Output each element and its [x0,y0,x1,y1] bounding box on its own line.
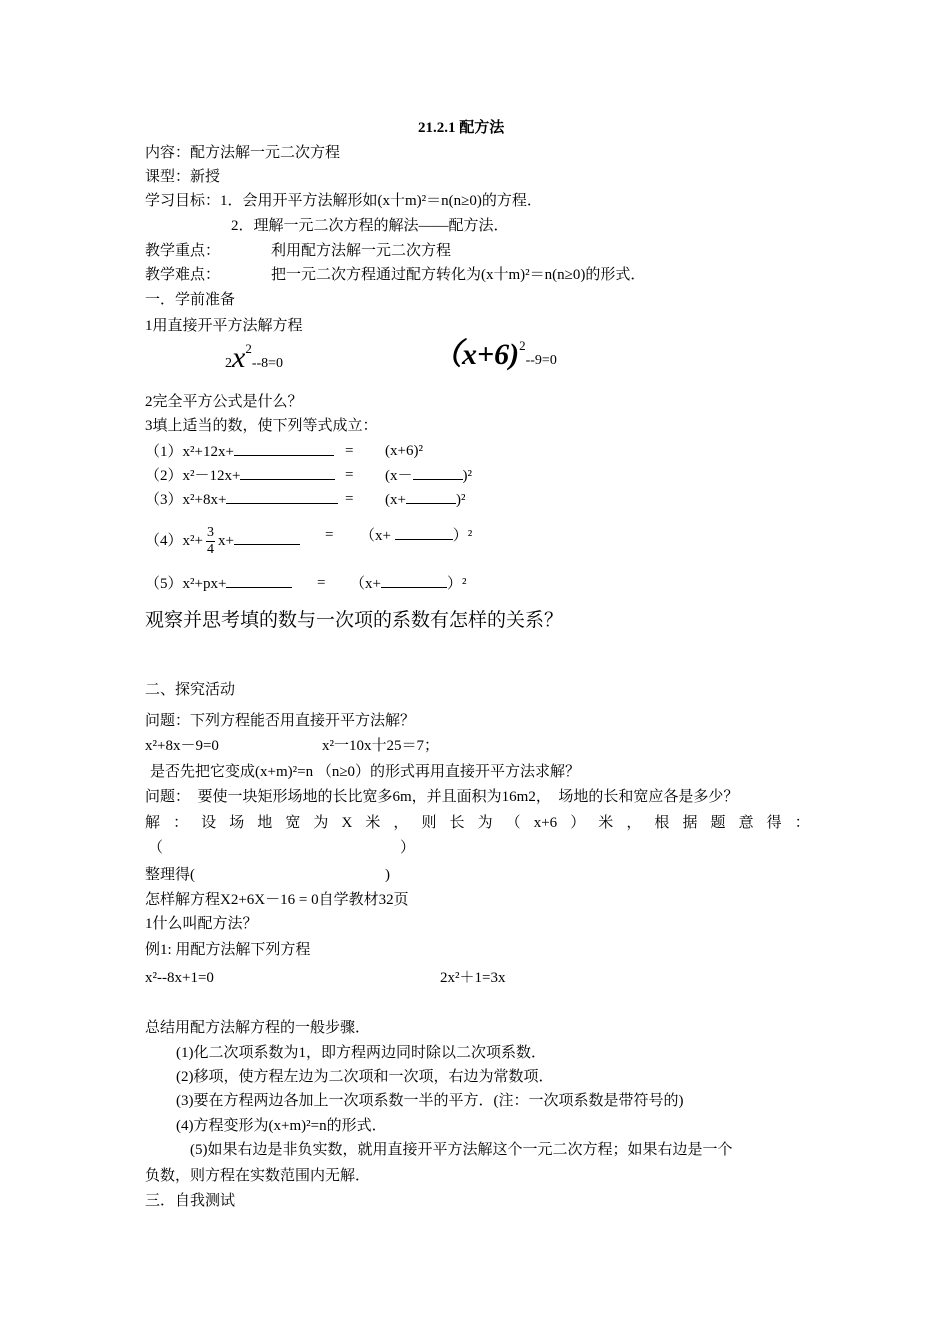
solution-word: 设 [201,815,217,831]
item-right-b: ）² [446,576,467,592]
doc-title: 21.2.1 配方法 [418,120,505,136]
solution-word: 意 [738,815,754,831]
solution-word: 则 [421,815,437,831]
item-number: （4） [145,532,183,549]
solution-word: 根 [654,815,670,831]
answer-blank[interactable] [226,489,338,504]
solution-word: 米 [365,815,381,831]
solution-word: 据 [682,815,698,831]
question-1: 1用直接开平方法解方程 [145,318,303,334]
example-1: 例1: 用配方法解下列方程 [145,942,311,958]
lesson-type: 课型：新授 [145,169,221,185]
fill-item-4 [145,525,473,558]
equation-1 [225,341,284,374]
item-right-a: （x+ [360,528,391,544]
item-right-b: )² [462,468,472,484]
goal-1: 学习目标：1．会用开平方法解形如(x十m)²＝n(n≥0)的方程． [145,193,542,209]
answer-blank[interactable] [240,465,335,480]
item-left: x²－12x+ [182,468,241,484]
fraction-denominator: 4 [206,542,214,557]
item-left: x²+px+ [182,576,227,592]
fraction-numerator: 3 [206,525,214,540]
item-left-b: x+ [217,532,234,549]
item-right-a: (x+ [385,492,406,508]
paren-close: ) [385,867,390,883]
section-3-heading: 三．自我测试 [145,1193,236,1209]
fill-item-1 [145,441,423,462]
answer-blank[interactable] [413,465,463,480]
solution-word: 宽 [285,815,301,831]
item-number: （2） [145,468,183,484]
summary-heading: 总结用配方法解方程的一般步骤． [145,1020,371,1036]
eq2-main: （x+6) [432,338,520,371]
solution-word: 得 [766,815,782,831]
item-right-a: （x+ [350,576,381,592]
solution-word: ） [570,815,586,831]
eq1-exp: 2 [245,341,252,356]
answer-blank[interactable] [234,530,300,545]
solution-word: 为 [477,815,493,831]
solution-word: 地 [257,815,273,831]
fill-item-3 [145,489,466,510]
eq2-rest: --9=0 [525,353,557,368]
solution-word: （ [505,815,521,831]
step-1: (1)化二次项系数为1，即方程两边同时除以二次项系数． [176,1045,546,1061]
solution-word: 米 [598,815,614,831]
eq1-coef: 2 [225,356,232,371]
step-5: (5)如果右边是非负实数，就用直接开平方法解这个一元二次方程；如果右边是一个 [190,1142,733,1158]
key-point-label: 教学重点： [145,243,221,259]
item-number: （5） [145,576,183,592]
example-eq-b: 2x²＋1=3x [440,970,506,986]
solution-word: X [341,815,353,831]
solution-word: ， [393,815,409,831]
goal-2: 2．理解一元二次方程的解法——配方法． [231,218,509,234]
simplify-line [145,865,390,885]
item-left: x²+12x+ [182,444,234,460]
example-eq-a: x²--8x+1=0 [145,970,214,986]
equation-2 [432,338,557,371]
how-to-solve: 怎样解方程X2+6X－16 = 0自学教材32页 [145,892,409,908]
item-left: x²+8x+ [182,492,227,508]
observe-question: 观察并思考填的数与一次项的系数有怎样的关系？ [145,610,564,631]
paren-close: ） [400,840,416,856]
step-5-continued: 负数，则方程在实数范围内无解． [145,1168,371,1184]
eq1-var: x [232,341,246,374]
section-1-heading: 一．学前准备 [145,292,236,308]
equals: = [345,491,354,507]
fraction [206,525,215,558]
solution-word: 为 [313,815,329,831]
solution-word: ： [794,815,810,831]
equals: = [345,443,354,459]
item-number: （3） [145,492,183,508]
solution-word: ， [626,815,642,831]
eq1-rest: --8=0 [251,356,284,371]
difficulty-label: 教学难点： [145,267,221,283]
question-3: 3填上适当的数，使下列等式成立： [145,418,378,434]
item-right-b: )² [455,492,466,508]
solution-word: x+6 [533,815,558,831]
solution-word: 场 [229,815,245,831]
item-right: (x+6)² [385,443,423,459]
fill-item-5 [145,573,467,594]
problem-1: 问题：下列方程能否用直接开平方法解？ [145,713,416,729]
step-4: (4)方程变形为(x+m)²=n的形式． [176,1118,387,1134]
solution-word: 长 [449,815,465,831]
equals: = [317,575,326,591]
content-line: 内容：配方法解一元二次方程 [145,145,341,161]
section-2-heading: 二、探究活动 [145,682,236,698]
question-2: 2完全平方公式是什么？ [145,394,303,410]
equals: = [345,467,354,483]
solution-word: 解 [145,815,161,831]
equation-a: x²+8x－9=0 [145,738,219,754]
item-number: （1） [145,444,183,460]
solution-word: 题 [710,815,726,831]
item-right-b: ）² [452,528,473,544]
answer-blank[interactable] [381,573,447,588]
step-3: (3)要在方程两边各加上一次项系数一半的平方．(注：一次项系数是带符号的) [176,1093,684,1109]
answer-blank[interactable] [406,489,456,504]
step-2: (2)移项，使方程左边为二次项和一次项，右边为常数项． [176,1069,554,1085]
equation-blank-line [148,838,416,858]
answer-blank[interactable] [234,441,334,456]
key-point-text: 利用配方法解一元二次方程 [271,243,452,259]
item-left-a: x²+ [182,532,203,549]
problem-2: 问题： 要使一块矩形场地的长比宽多6m，并且面积为16m2， 场地的长和宽应各是多少？ [145,789,739,805]
ask-line: 是否先把它变成(x+m)²=n （n≥0）的形式再用直接开平方法求解？ [150,764,581,780]
eq2-exp: 2 [519,338,526,353]
equation-b: x²一10x十25＝7； [322,738,439,754]
answer-blank[interactable] [226,573,292,588]
paren-open: （ [148,840,164,856]
answer-blank[interactable] [395,525,453,540]
what-is-completing-square: 1什么叫配方法？ [145,916,258,932]
simplify-label: 整理得( [145,867,195,883]
equals: = [325,527,334,543]
fill-item-2 [145,465,472,486]
solution-word: ： [173,815,189,831]
item-right-a: (x－ [385,468,413,484]
solution-line [145,813,810,833]
difficulty-text: 把一元二次方程通过配方转化为(x十m)²＝n(n≥0)的形式． [271,267,646,283]
